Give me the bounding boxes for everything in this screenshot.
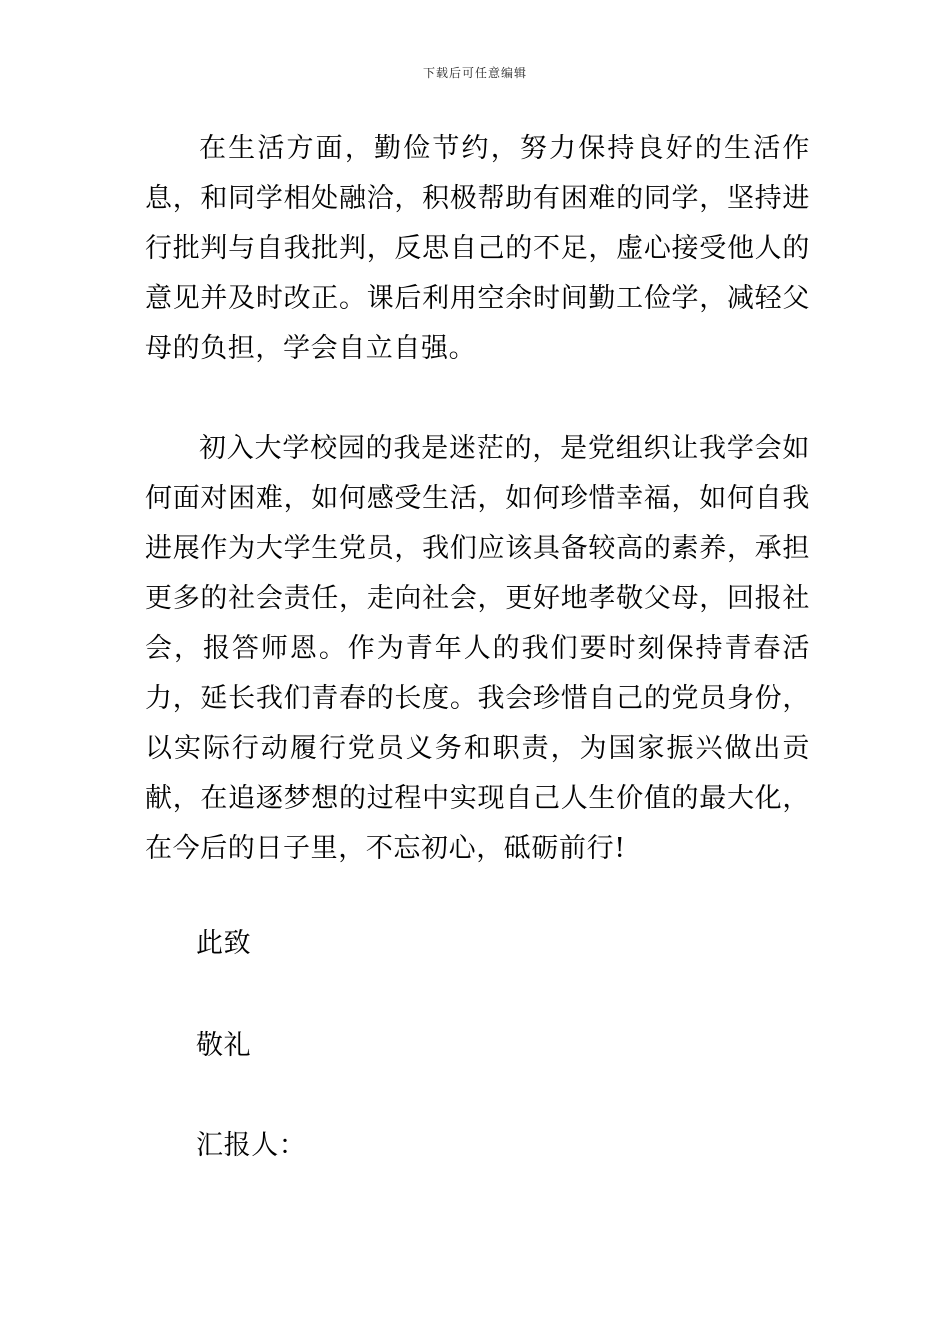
header-note: 下载后可任意编辑: [422, 66, 527, 80]
closing-salutation: 此致: [196, 928, 252, 959]
reporter-label: 汇报人：: [196, 1130, 307, 1161]
paragraph-reflection: 初入大学校园的我是迷茫的，是党组织让我学会如何面对困难，如何感受生活，如何珍惜幸福，如何自我进展作为大学生党员，我们应该具备较高的素养，承担更多的社会责任，走向社会，更好地孝敬父母，回报社会，报答师恩。作为青年人的我们要时刻保持青春活力，延长我们青春的长度。我会珍惜自己的党员身份，以实际行动履行党员义务和职责，为国家振兴做出贡献，在追逐梦想的过程中实现自己人生价值的最大化，在今后的日子里，不忘初心，砥砺前行!: [145, 433, 810, 864]
paragraph-life: 在生活方面，勤俭节约，努力保持良好的生活作息，和同学相处融洽，积极帮助有困难的同学，坚持进行批判与自我批判，反思自己的不足，虚心接受他人的意见并及时改正。课后利用空余时间勤工俭学，减轻父母的负担，学会自立自强。: [145, 133, 810, 364]
closing-regards: 敬礼: [196, 1030, 252, 1061]
document-body: [145, 124, 810, 874]
